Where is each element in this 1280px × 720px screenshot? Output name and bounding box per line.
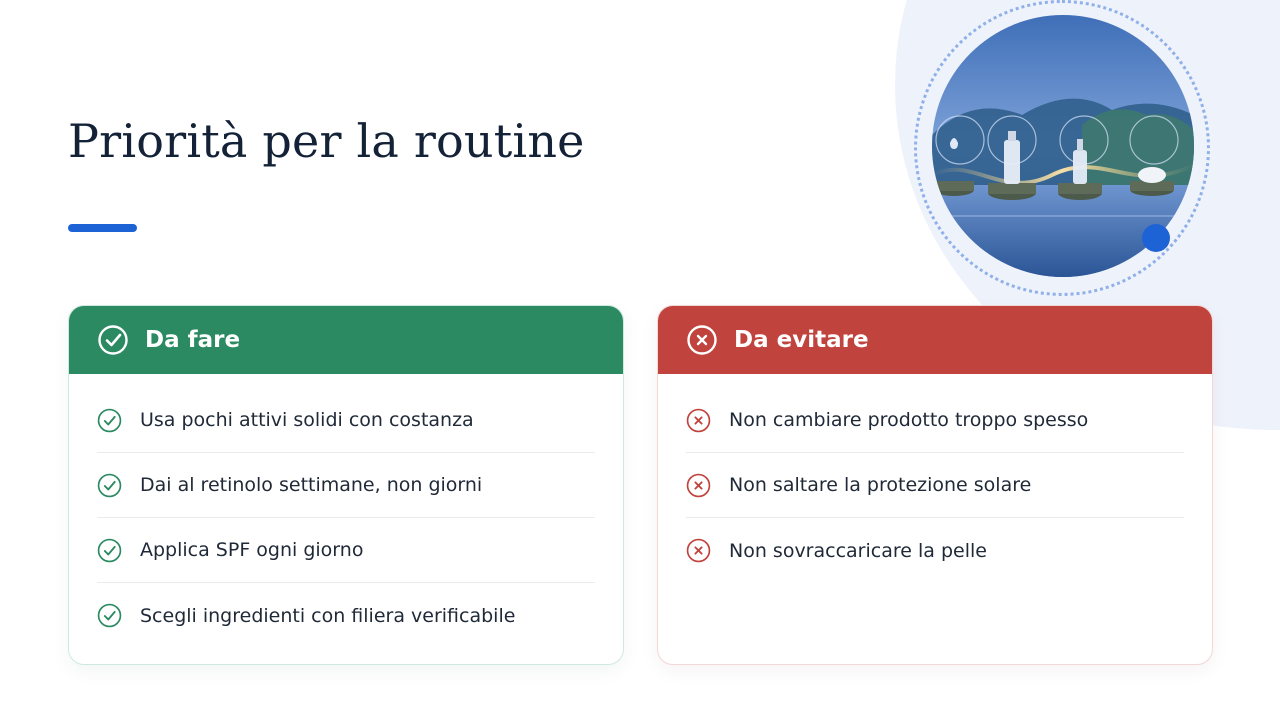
dont-item-text: Non sovraccaricare la pelle (729, 539, 987, 562)
dont-list-item (686, 518, 1184, 583)
do-list-item (97, 518, 595, 583)
dont-card-header (658, 306, 1212, 374)
page-title: Priorità per la routine (68, 114, 585, 168)
do-list-item (97, 388, 595, 453)
do-item-text: Applica SPF ogni giorno (140, 539, 364, 561)
dont-card (657, 305, 1213, 665)
dont-card-title: Da evitare (734, 327, 869, 353)
do-item-text: Dai al retinolo settimane, non giorni (140, 474, 483, 496)
do-card-header (69, 306, 623, 374)
do-list-item (97, 453, 595, 518)
dont-item-text: Non cambiare prodotto troppo spesso (729, 409, 1089, 431)
do-card (68, 305, 624, 665)
check-circle-icon (97, 603, 122, 628)
do-list (69, 374, 623, 648)
x-circle-icon (686, 473, 711, 498)
title-accent-bar (68, 224, 137, 232)
dont-list-item (686, 388, 1184, 453)
do-list-item (97, 583, 595, 648)
dont-item-text: Non saltare la protezione solare (729, 474, 1032, 496)
check-circle-icon (97, 538, 122, 563)
x-circle-icon (686, 538, 711, 563)
check-circle-icon (97, 408, 122, 433)
check-circle-icon (97, 473, 122, 498)
orbit-accent-dot (1142, 224, 1170, 252)
do-card-title: Da fare (145, 327, 241, 353)
do-item-text: Usa pochi attivi solidi con costanza (140, 409, 474, 431)
x-circle-icon (686, 324, 718, 356)
check-circle-icon (97, 324, 129, 356)
x-circle-icon (686, 408, 711, 433)
dont-list-item (686, 453, 1184, 518)
dont-list (658, 374, 1212, 583)
do-item-text: Scegli ingredienti con filiera verificabile (140, 604, 516, 627)
